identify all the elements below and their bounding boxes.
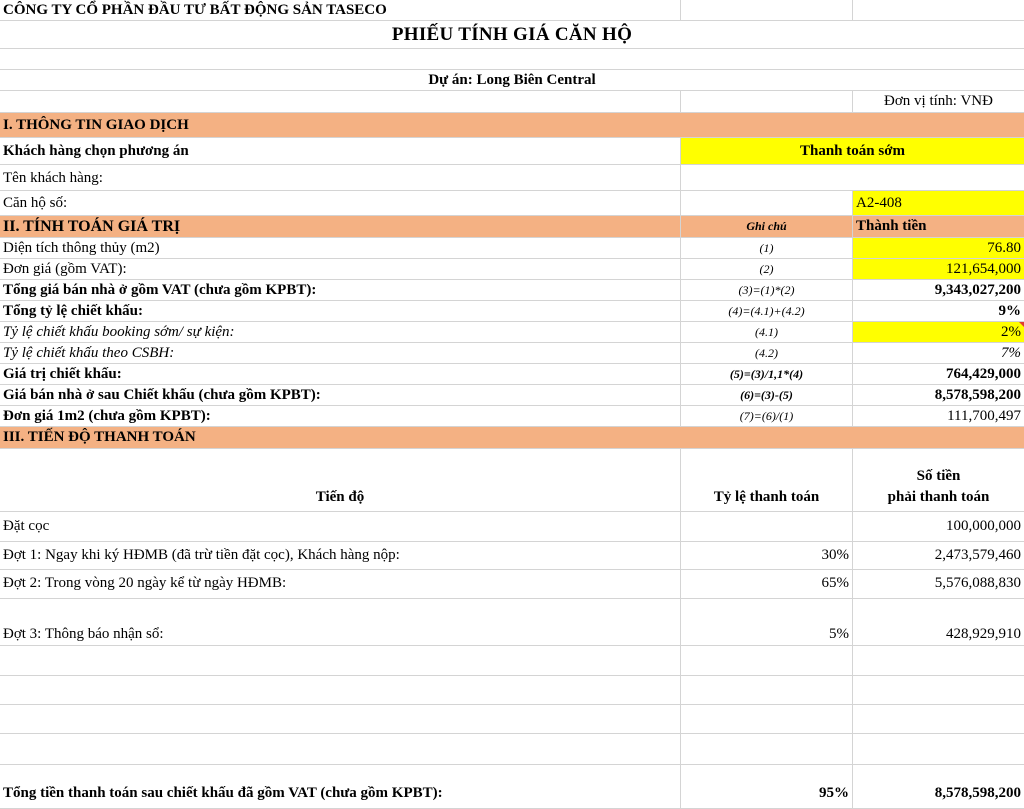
calc-value[interactable]: 121,654,000 [853, 259, 1024, 280]
cell-empty[interactable] [853, 0, 1024, 21]
progress-column-header[interactable] [0, 449, 681, 512]
cell-empty[interactable] [853, 705, 1024, 734]
calc-value[interactable]: 111,700,497 [853, 406, 1024, 427]
company-name[interactable]: CÔNG TY CỔ PHẦN ĐẦU TƯ BẤT ĐỘNG SẢN TASECO [0, 0, 681, 21]
calc-value[interactable]: 7% [853, 343, 1024, 364]
cell-empty[interactable] [853, 676, 1024, 705]
cell-empty[interactable] [0, 91, 681, 113]
page-title[interactable]: PHIẾU TÍNH GIÁ CĂN HỘ [0, 21, 1024, 49]
unit-label[interactable]: Đơn vị tính: VNĐ [853, 91, 1024, 113]
calc-value[interactable]: 76.80 [853, 238, 1024, 259]
calc-label[interactable]: Giá trị chiết khấu: [0, 364, 681, 385]
cell-empty[interactable] [681, 705, 853, 734]
calc-value[interactable]: 9,343,027,200 [853, 280, 1024, 301]
calc-label[interactable]: Tỷ lệ chiết khấu theo CSBH: [0, 343, 681, 364]
calc-value[interactable]: 764,429,000 [853, 364, 1024, 385]
calc-value[interactable]: 2% [853, 322, 1024, 343]
payment-amount[interactable]: 2,473,579,460 [853, 542, 1024, 570]
calc-label[interactable]: Đơn giá (gồm VAT): [0, 259, 681, 280]
amount-column-label-line1: Số tiền [916, 468, 961, 484]
cell-empty[interactable] [0, 646, 681, 676]
payment-label[interactable]: Đặt cọc [0, 512, 681, 542]
amount-column-header[interactable] [853, 449, 1024, 512]
calc-note[interactable]: (4)=(4.1)+(4.2) [681, 301, 853, 322]
calc-label[interactable]: Giá bán nhà ở sau Chiết khấu (chưa gồm KPBT): [0, 385, 681, 406]
cell-empty[interactable] [681, 646, 853, 676]
calc-note[interactable]: (4.1) [681, 322, 853, 343]
progress-column-label: Tiến độ [315, 489, 365, 505]
calc-note[interactable]: (6)=(3)-(5) [681, 385, 853, 406]
amount-column-label-line2: phải thanh toán [887, 489, 990, 505]
project-name[interactable]: Dự án: Long Biên Central [0, 70, 1024, 91]
total-label[interactable]: Tổng tiền thanh toán sau chiết khấu đã gồm VAT (chưa gồm KPBT): [0, 765, 681, 809]
cell-empty[interactable] [681, 91, 853, 113]
calc-label[interactable]: Tỷ lệ chiết khấu booking sớm/ sự kiện: [0, 322, 681, 343]
payment-amount[interactable]: 428,929,910 [853, 599, 1024, 646]
plan-label[interactable]: Khách hàng chọn phương án [0, 138, 681, 165]
calc-label[interactable]: Đơn giá 1m2 (chưa gồm KPBT): [0, 406, 681, 427]
calc-note[interactable]: (5)=(3)/1,1*(4) [681, 364, 853, 385]
total-amount[interactable]: 8,578,598,200 [853, 765, 1024, 809]
cell-empty[interactable] [0, 676, 681, 705]
cell-empty[interactable] [681, 676, 853, 705]
section2-heading[interactable]: II. TÍNH TOÁN GIÁ TRỊ [0, 216, 681, 238]
cell-empty[interactable] [681, 734, 853, 765]
calc-label[interactable]: Diện tích thông thủy (m2) [0, 238, 681, 259]
cell-empty[interactable] [681, 191, 853, 216]
apartment-value[interactable]: A2-408 [853, 191, 1024, 216]
apartment-label[interactable]: Căn hộ số: [0, 191, 681, 216]
section3-heading[interactable]: III. TIẾN ĐỘ THANH TOÁN [0, 427, 1024, 449]
payment-label[interactable]: Đợt 1: Ngay khi ký HĐMB (đã trừ tiền đặt cọc), Khách hàng nộp: [0, 542, 681, 570]
total-rate[interactable]: 95% [681, 765, 853, 809]
plan-value[interactable]: Thanh toán sớm [681, 138, 1024, 165]
calc-value[interactable]: 8,578,598,200 [853, 385, 1024, 406]
cell-empty[interactable] [681, 0, 853, 21]
cell-empty[interactable] [0, 705, 681, 734]
customer-value[interactable] [681, 165, 1024, 191]
calc-note[interactable]: (1) [681, 238, 853, 259]
rate-column-label: Tỷ lệ thanh toán [713, 489, 820, 505]
note-header[interactable]: Ghi chú [681, 216, 853, 238]
calc-note[interactable]: (4.2) [681, 343, 853, 364]
cell-empty[interactable] [0, 734, 681, 765]
payment-rate[interactable]: 5% [681, 599, 853, 646]
payment-rate[interactable]: 65% [681, 570, 853, 599]
cell-empty[interactable] [0, 49, 1024, 70]
payment-amount[interactable]: 5,576,088,830 [853, 570, 1024, 599]
payment-label[interactable]: Đợt 2: Trong vòng 20 ngày kể từ ngày HĐMB: [0, 570, 681, 599]
calc-note[interactable]: (3)=(1)*(2) [681, 280, 853, 301]
rate-column-header[interactable] [681, 449, 853, 512]
payment-rate[interactable]: 30% [681, 542, 853, 570]
cell-empty[interactable] [853, 646, 1024, 676]
payment-label[interactable]: Đợt 3: Thông báo nhận sổ: [0, 599, 681, 646]
payment-rate[interactable] [681, 512, 853, 542]
calc-note[interactable]: (2) [681, 259, 853, 280]
customer-label[interactable]: Tên khách hàng: [0, 165, 681, 191]
calc-value[interactable]: 9% [853, 301, 1024, 322]
payment-amount[interactable]: 100,000,000 [853, 512, 1024, 542]
calc-label[interactable]: Tổng giá bán nhà ở gồm VAT (chưa gồm KPBT): [0, 280, 681, 301]
amount-header[interactable]: Thành tiền [853, 216, 1024, 238]
cell-empty[interactable] [853, 734, 1024, 765]
calc-note[interactable]: (7)=(6)/(1) [681, 406, 853, 427]
calc-label[interactable]: Tổng tỷ lệ chiết khấu: [0, 301, 681, 322]
section1-heading[interactable]: I. THÔNG TIN GIAO DỊCH [0, 113, 1024, 138]
